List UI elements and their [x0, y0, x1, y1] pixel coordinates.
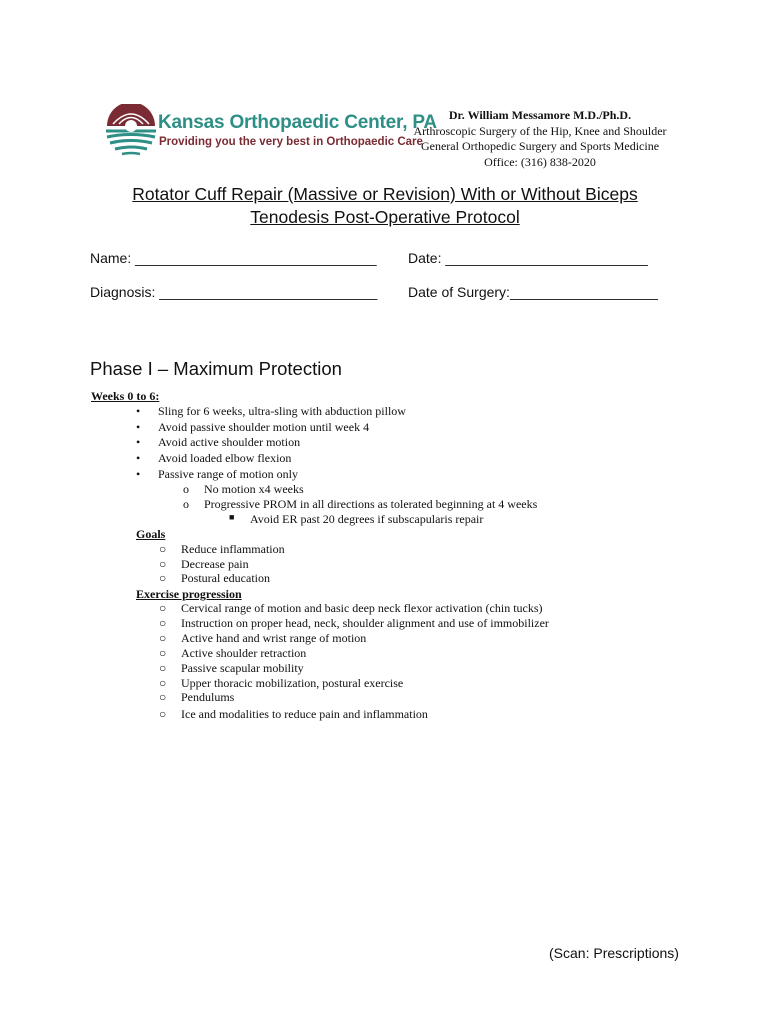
doctor-specialty-1: Arthroscopic Surgery of the Hip, Knee and Shoulder [413, 123, 667, 138]
exercise-label: Exercise progression [136, 587, 242, 601]
circle-bullet-icon: o [183, 482, 189, 496]
bullet-icon: • [136, 451, 141, 465]
diagnosis-field: Diagnosis: ____________________________ [90, 284, 378, 300]
exercise-item: Active shoulder retraction [181, 646, 307, 660]
bullet-icon: • [136, 467, 141, 481]
circle-bullet-icon: ○ [159, 616, 167, 630]
name-field: Name: _______________________________ [90, 250, 377, 266]
list-item: Avoid active shoulder motion [158, 435, 301, 449]
list-item: Sling for 6 weeks, ultra-sling with abduction pillow [158, 404, 406, 418]
doctor-header [400, 108, 680, 170]
list-item: Avoid loaded elbow flexion [158, 451, 292, 465]
circle-bullet-icon: ○ [159, 601, 167, 615]
document-title [90, 183, 680, 229]
circle-bullet-icon: ○ [159, 707, 167, 721]
circle-bullet-icon: o [183, 497, 189, 511]
date-field: Date: __________________________ [408, 250, 648, 266]
weeks-label: Weeks 0 to 6: [91, 389, 160, 403]
goal-item: Postural education [181, 571, 270, 585]
exercise-item: Passive scapular mobility [181, 661, 304, 675]
list-item: Avoid passive shoulder motion until week 4 [158, 420, 370, 434]
circle-bullet-icon: ○ [159, 646, 167, 660]
goals-label: Goals [136, 527, 166, 541]
exercise-item: Ice and modalities to reduce pain and inflammation [181, 707, 428, 721]
goal-item: Reduce inflammation [181, 542, 285, 556]
bullet-icon: • [136, 404, 141, 418]
doctor-office: Office: (316) 838-2020 [484, 154, 596, 169]
circle-bullet-icon: ○ [159, 542, 167, 556]
exercise-item: Upper thoracic mobilization, postural exercise [181, 676, 404, 690]
sub-sub-list-item: Avoid ER past 20 degrees if subscapularis repair [250, 512, 484, 526]
doctor-specialty-2: General Orthopedic Surgery and Sports Medicine [420, 139, 660, 153]
circle-bullet-icon: ○ [159, 571, 167, 585]
doctor-name: Dr. William Messamore M.D./Ph.D. [448, 108, 632, 122]
circle-bullet-icon: ○ [159, 676, 167, 690]
phase-heading: Phase I – Maximum Protection [90, 358, 342, 379]
exercise-item: Active hand and wrist range of motion [181, 631, 367, 645]
clinic-tagline: Providing you the very best in Orthopaedic Care [159, 136, 423, 148]
square-bullet-icon: ■ [229, 512, 235, 522]
circle-bullet-icon: ○ [159, 661, 167, 675]
sub-list-item: No motion x4 weeks [204, 482, 304, 496]
bullet-icon: • [136, 435, 141, 449]
title-line-1: Rotator Cuff Repair (Massive or Revision) With or Without Biceps [132, 184, 638, 204]
exercise-item: Cervical range of motion and basic deep neck flexor activation (chin tucks) [181, 601, 543, 615]
circle-bullet-icon: ○ [159, 631, 167, 645]
exercise-item: Pendulums [181, 690, 235, 704]
scan-footer: (Scan: Prescriptions) [549, 945, 679, 961]
sub-list-item: Progressive PROM in all directions as tolerated beginning at 4 weeks [204, 497, 538, 511]
surgery-date-field: Date of Surgery:___________________ [408, 284, 658, 300]
title-line-2: Tenodesis Post-Operative Protocol [250, 207, 520, 227]
circle-bullet-icon: ○ [159, 557, 167, 571]
goal-item: Decrease pain [181, 557, 249, 571]
circle-bullet-icon: ○ [159, 690, 167, 704]
exercise-item: Instruction on proper head, neck, shoulder alignment and use of immobilizer [181, 616, 549, 630]
list-item: Passive range of motion only [158, 467, 298, 481]
clinic-name: Kansas Orthopaedic Center, PA [158, 112, 437, 133]
bullet-icon: • [136, 420, 141, 434]
